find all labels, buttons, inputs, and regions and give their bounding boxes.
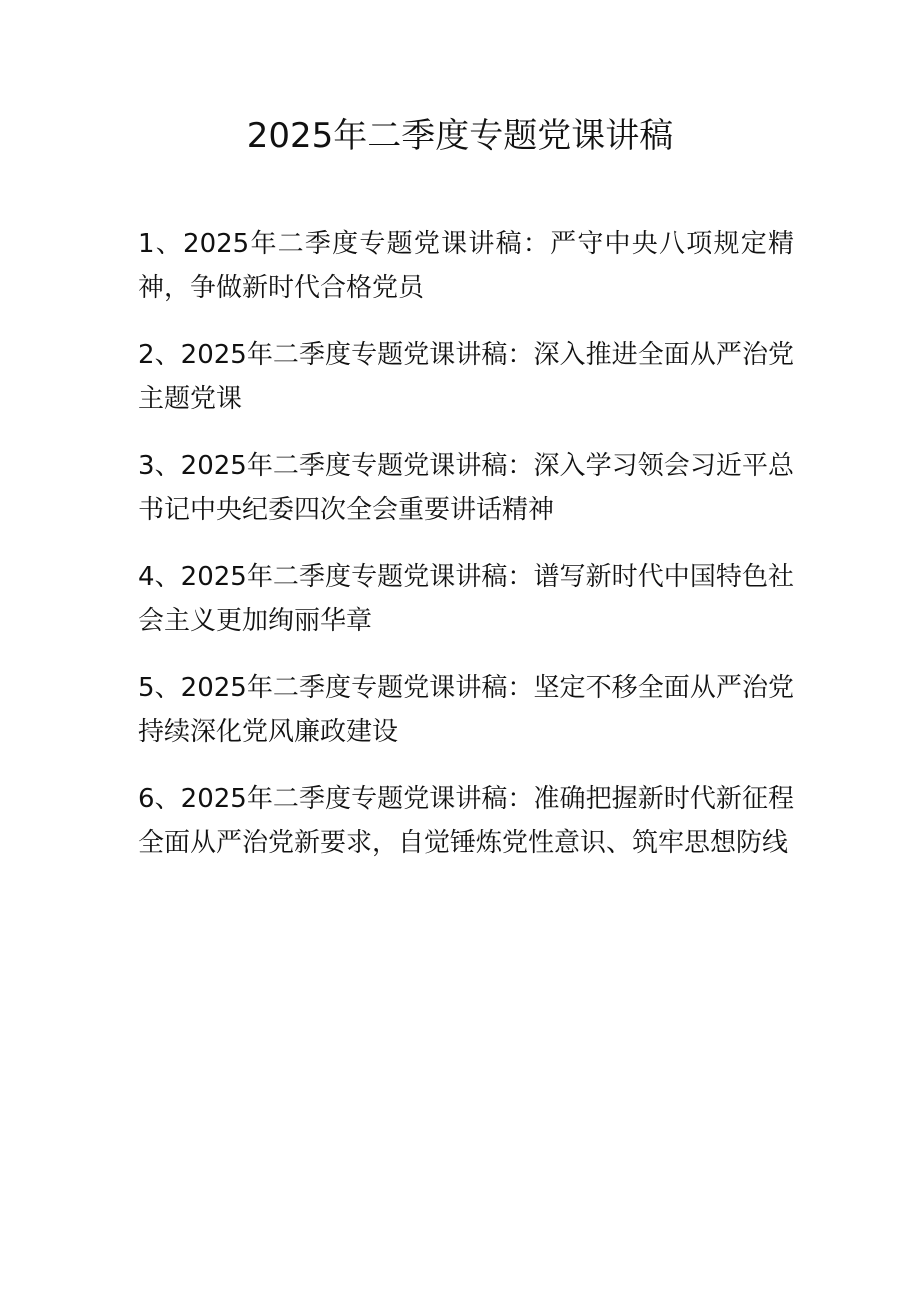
toc-item-4 [138, 555, 794, 643]
toc-item-number: 2、 [138, 340, 181, 370]
document-title: 2025年二季度专题党课讲稿 [246, 116, 674, 156]
table-of-contents [138, 222, 794, 865]
toc-item-3 [138, 444, 794, 532]
toc-item-1 [138, 222, 794, 310]
toc-item-text: 2025年二季度专题党课讲稿：谱写新时代中国特色社会主义更加绚丽华章 [138, 562, 794, 636]
toc-item-text: 2025年二季度专题党课讲稿：严守中央八项规定精神，争做新时代合格党员 [138, 229, 795, 303]
toc-item-number: 6、 [138, 784, 181, 814]
toc-item-text: 2025年二季度专题党课讲稿：准确把握新时代新征程全面从严治党新要求，自觉锤炼党性意识、筑牢思想防线 [138, 784, 794, 858]
toc-item-5 [138, 666, 794, 754]
toc-item-text: 2025年二季度专题党课讲稿：深入推进全面从严治党主题党课 [138, 340, 794, 414]
toc-item-6 [138, 777, 794, 865]
toc-item-text: 2025年二季度专题党课讲稿：坚定不移全面从严治党持续深化党风廉政建设 [138, 673, 794, 747]
toc-item-number: 4、 [138, 562, 181, 592]
toc-item-2 [138, 333, 794, 421]
toc-item-text: 2025年二季度专题党课讲稿：深入学习领会习近平总书记中央纪委四次全会重要讲话精神 [138, 451, 794, 525]
toc-item-number: 3、 [138, 451, 181, 481]
toc-item-number: 5、 [138, 673, 181, 703]
toc-item-number: 1、 [138, 229, 184, 259]
